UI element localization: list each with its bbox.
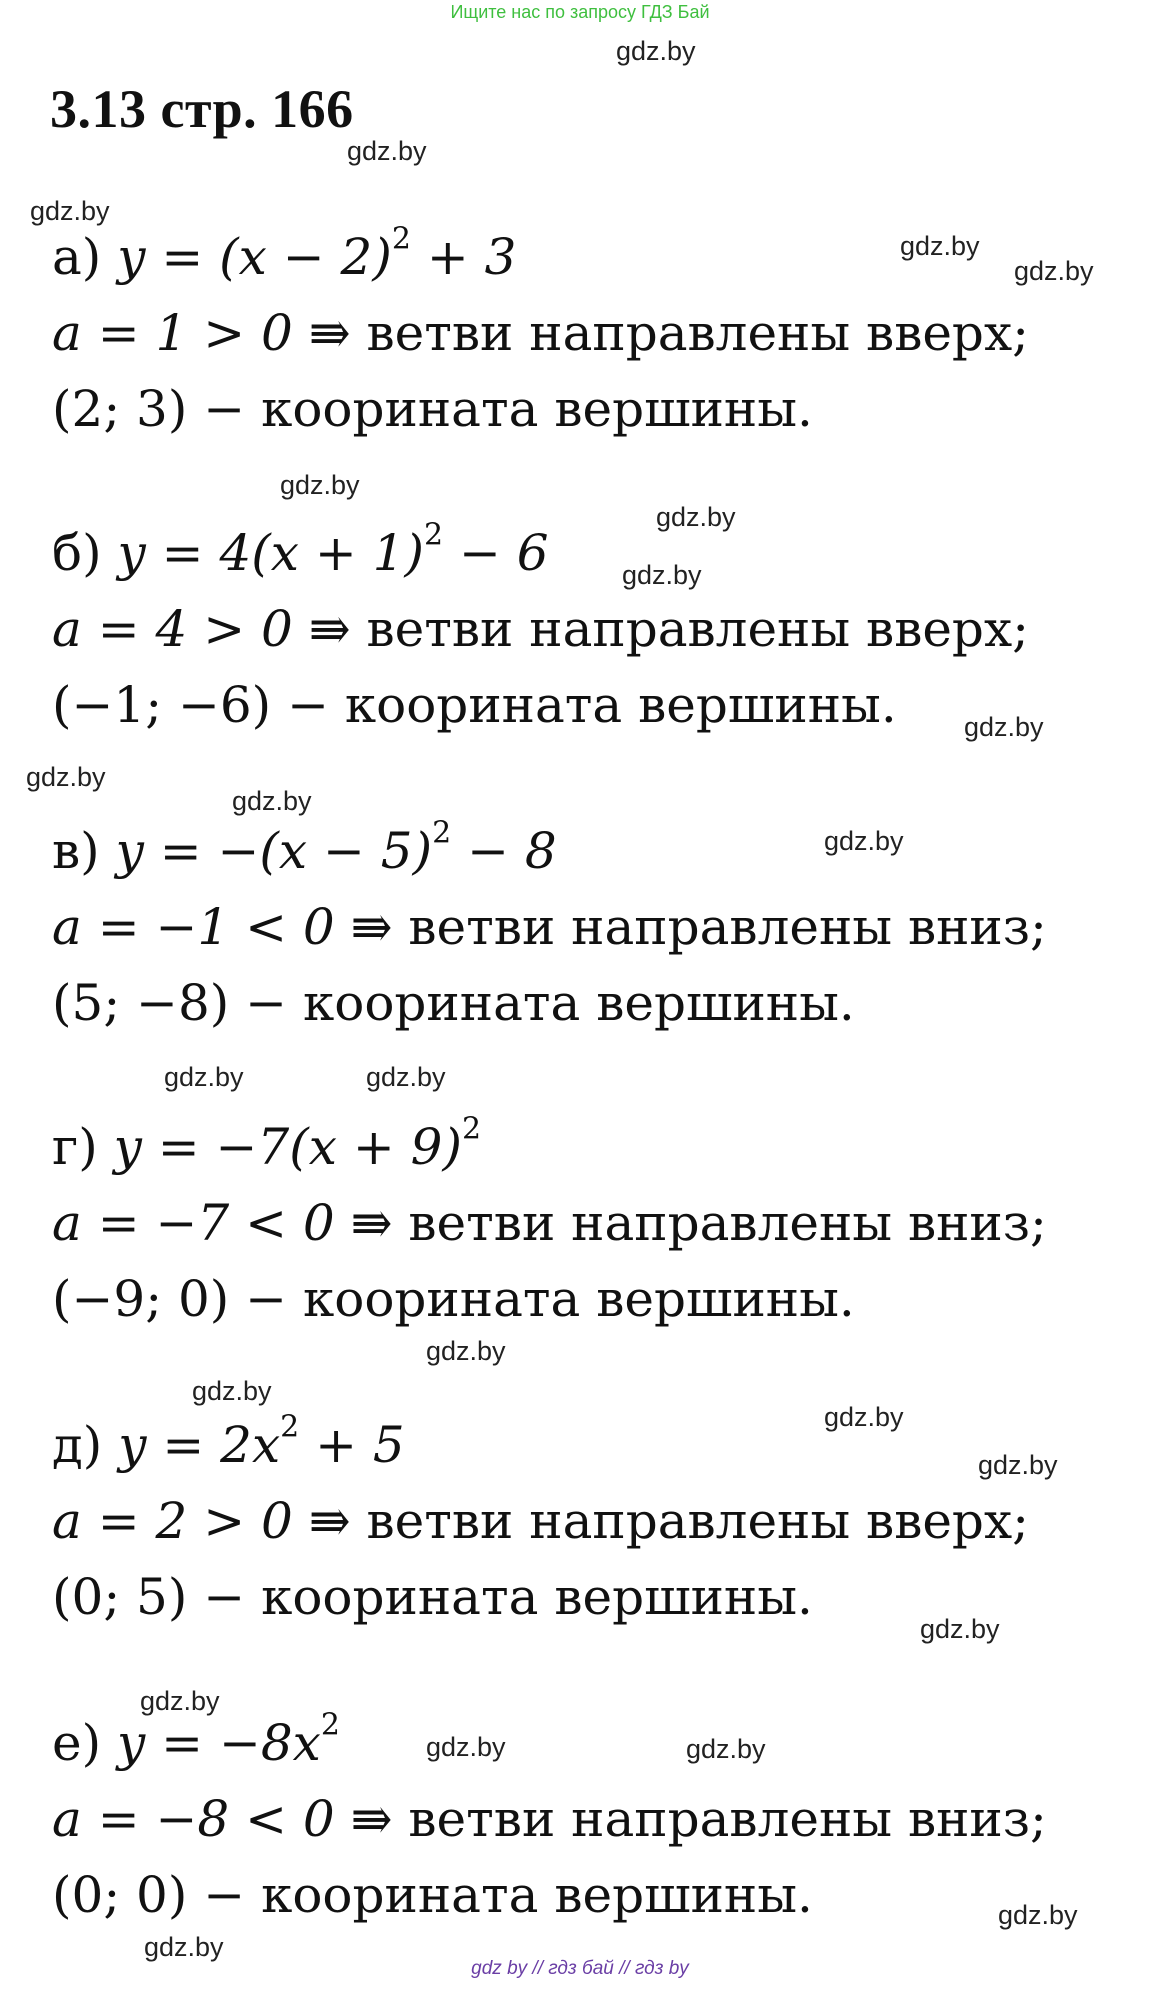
equation-exponent: 2 — [280, 1409, 300, 1445]
branches-text: ветви направлены вниз; — [408, 898, 1047, 956]
watermark: gdz.by — [964, 712, 1044, 742]
condition-a — [52, 304, 1029, 362]
item-label: в) — [52, 822, 100, 880]
watermark: gdz.by — [998, 1900, 1078, 1930]
watermark: gdz.by — [686, 1734, 766, 1764]
branches-text: ветви направлены вверх; — [366, 600, 1029, 658]
condition-b — [52, 600, 1029, 658]
equation-suffix: − 8 — [451, 822, 557, 880]
equation-d — [52, 1409, 405, 1474]
equation-suffix: + 3 — [410, 228, 517, 286]
vertex-coordinates: (2; 3) — [52, 380, 188, 438]
top-banner[interactable]: Ищите нас по запросу ГДЗ Бай — [450, 2, 710, 22]
equation-prefix: y = 4(x + 1) — [117, 524, 424, 582]
watermark: gdz.by — [164, 1062, 244, 1092]
vertex-coordinates: (−1; −6) — [52, 676, 272, 734]
vertex-text: − коорината вершины. — [187, 1568, 813, 1626]
implies-symbol: ⇛ — [292, 600, 367, 658]
footer-links[interactable]: gdz by // гдз бай // гдз by — [471, 1958, 689, 1979]
coefficient-condition: a = −1 < 0 — [52, 898, 335, 956]
branches-text: ветви направлены вниз; — [408, 1194, 1047, 1252]
item-label: а) — [52, 228, 102, 286]
vertex-text: − коорината вершины. — [229, 974, 855, 1032]
watermark: gdz.by — [1014, 256, 1094, 286]
watermark: gdz.by — [978, 1450, 1058, 1480]
vertex-b — [52, 676, 897, 734]
watermark: gdz.by — [824, 1402, 904, 1432]
item-label: е) — [52, 1714, 102, 1772]
watermark: gdz.by — [232, 786, 312, 816]
branches-text: ветви направлены вверх; — [366, 304, 1029, 362]
vertex-a — [52, 380, 813, 438]
watermark: gdz.by — [26, 762, 106, 792]
equation-exponent: 2 — [432, 815, 452, 851]
vertex-v — [52, 974, 855, 1032]
coefficient-condition: a = −8 < 0 — [52, 1790, 335, 1848]
watermark: gdz.by — [656, 502, 736, 532]
equation-prefix: y = −(x − 5) — [115, 822, 433, 880]
item-label: д) — [52, 1416, 103, 1474]
item-label: б) — [52, 524, 102, 582]
condition-v — [52, 898, 1047, 956]
watermark: gdz.by — [280, 470, 360, 500]
vertex-d — [52, 1568, 813, 1626]
equation-b — [52, 517, 549, 582]
vertex-text: − коорината вершины. — [187, 380, 813, 438]
implies-symbol: ⇛ — [292, 1492, 367, 1550]
vertex-g — [52, 1270, 855, 1328]
implies-symbol: ⇛ — [334, 1194, 409, 1252]
watermark: gdz.by — [900, 231, 980, 261]
equation-prefix: y = 2x — [118, 1416, 281, 1474]
equation-prefix: y = −7(x + 9) — [113, 1118, 462, 1176]
coefficient-condition: a = 2 > 0 — [52, 1492, 293, 1550]
vertex-text: − коорината вершины. — [187, 1866, 813, 1924]
condition-e — [52, 1790, 1047, 1848]
implies-symbol: ⇛ — [292, 304, 367, 362]
watermark: gdz.by — [622, 560, 702, 590]
watermark: gdz.by — [347, 136, 427, 166]
equation-suffix: + 5 — [299, 1416, 405, 1474]
equation-v — [52, 815, 557, 880]
vertex-text: − коорината вершины. — [271, 676, 897, 734]
watermark: gdz.by — [192, 1376, 272, 1406]
equation-exponent: 2 — [320, 1707, 340, 1743]
watermark: gdz.by — [920, 1614, 1000, 1644]
vertex-text: − коорината вершины. — [229, 1270, 855, 1328]
implies-symbol: ⇛ — [334, 898, 409, 956]
condition-g — [52, 1194, 1047, 1252]
equation-e — [52, 1707, 340, 1772]
coefficient-condition: a = 4 > 0 — [52, 600, 293, 658]
vertex-coordinates: (0; 5) — [52, 1568, 188, 1626]
equation-exponent: 2 — [423, 517, 444, 553]
branches-text: ветви направлены вверх; — [366, 1492, 1029, 1550]
equation-exponent: 2 — [461, 1111, 482, 1147]
page-title: 3.13 стр. 166 — [50, 79, 354, 139]
vertex-coordinates: (−9; 0) — [52, 1270, 230, 1328]
watermark: gdz.by — [616, 36, 696, 66]
vertex-coordinates: (0; 0) — [52, 1866, 188, 1924]
equation-prefix: y = (x − 2) — [117, 228, 392, 286]
watermark: gdz.by — [144, 1932, 224, 1962]
vertex-e — [52, 1866, 813, 1924]
watermark: gdz.by — [30, 196, 110, 226]
branches-text: ветви направлены вниз; — [408, 1790, 1047, 1848]
watermark: gdz.by — [140, 1686, 220, 1716]
condition-d — [52, 1492, 1029, 1550]
equation-g — [52, 1111, 482, 1176]
item-label: г) — [52, 1118, 98, 1176]
watermark: gdz.by — [824, 826, 904, 856]
coefficient-condition: a = 1 > 0 — [52, 304, 293, 362]
vertex-coordinates: (5; −8) — [52, 974, 230, 1032]
equation-suffix: − 6 — [443, 524, 549, 582]
equation-exponent: 2 — [391, 221, 411, 257]
watermark: gdz.by — [426, 1336, 506, 1366]
equation-prefix: y = −8x — [117, 1714, 321, 1772]
watermark: gdz.by — [426, 1732, 506, 1762]
implies-symbol: ⇛ — [334, 1790, 409, 1848]
coefficient-condition: a = −7 < 0 — [52, 1194, 335, 1252]
equation-a — [52, 221, 517, 286]
watermark: gdz.by — [366, 1062, 446, 1092]
